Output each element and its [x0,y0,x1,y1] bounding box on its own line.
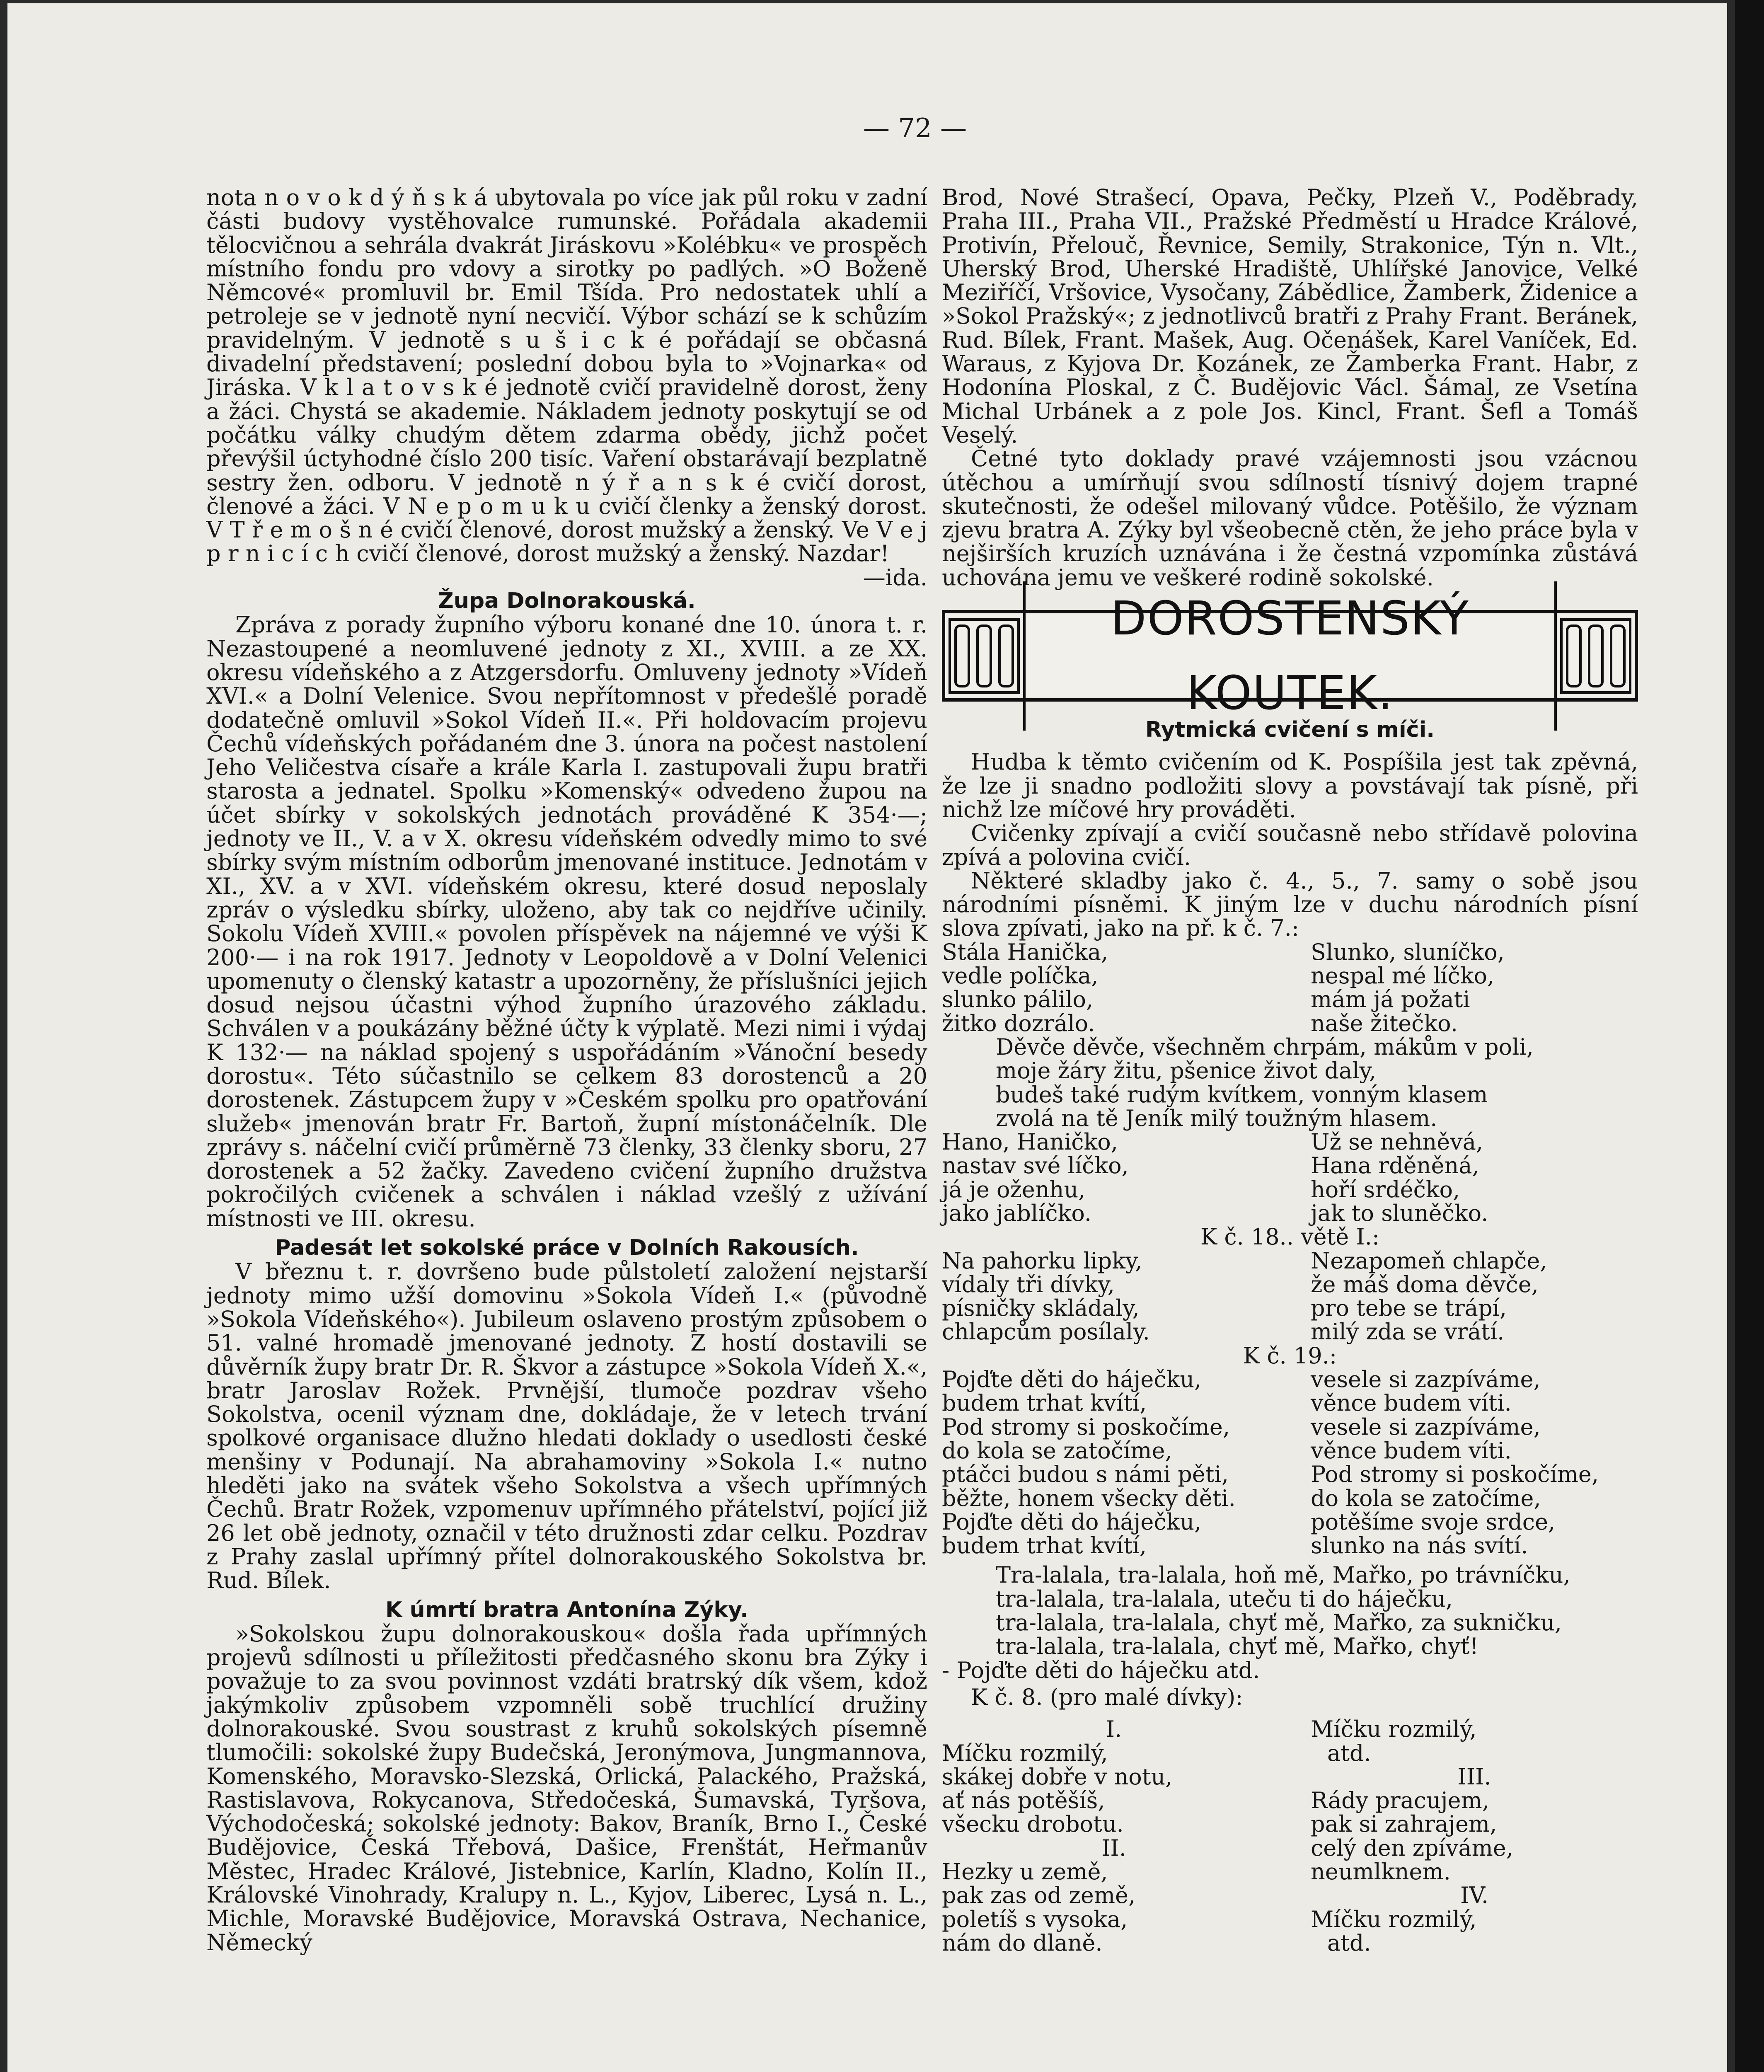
verse-k7-c [942,1130,1638,1225]
verse-k19 [942,1368,1638,1557]
stanza-number: IV. [1460,1882,1489,1909]
section-heading-umrti: K úmrtí bratra Antonína Zýky. [385,1597,748,1622]
paragraph-list-cont: Brod, Nové Strašecí, Opava, Pečky, Plzeň V., Poděbrady, Praha III., Praha VII., Pražské Předměstí u Hradce Králové, Protivín, Přelouč, Řevnice, Semily, Strakonice, Týn n. Vlt., Uherský Brod, Uherské Hradiště, Uhlířské Janovice, Velké Meziříčí, Vršovice, Vysočany, Zábědlice, Žamberk, Židenice a »Sokol Pražský«; z jednotlivců bratři z Prahy Frant. Beránek, Rud. Bílek, Frant. Mašek, Aug. Očenášek, Karel Vaníček, Ed. Waraus, z Kyjova Dr. Kozánek, ze Žamberka Frant. Habr, z Hodonína Ploskal, z Č. Budějovic Václ. Šámal, ze Vsetína Michal Urbánek a z pole Jos. Kincl, Frant. Šefl a Tomáš Veselý. [942,184,1638,448]
verse-k19-repeat: - Pojďte děti do háječku atd. [942,1657,1260,1683]
verse-line: Nezapomeň chlapče, [1311,1247,1547,1274]
scanned-page [7,3,1727,2072]
verse-line: věnce budem víti. [1311,1390,1512,1416]
verse-line: do kola se zatočíme, [942,1437,1172,1464]
verse-line: budem trhat kvítí, [942,1532,1147,1559]
paragraph-zupa-report: Zpráva z porady župního výboru konané dne 10. února t. r. Nezastoupené a neomluvené jednoty z XI., XVIII. a ze XX. okresu vídeňského a z Atzgersdorfu. Omluveny jednoty »Vídeň XVI.« a Dolní Velenice. Svou nepřítomnost v předešlé poradě dodatečně omluvil »Sokol Vídeň II.«. Při holdovacím projevu Čechů vídeňských pořádaném dne 3. února na počest nastolení Jeho Veličestva císaře a krále Karla I. zastupovali župu bratři starosta a jednatel. Spolku »Komenský« odvedeno župou na účet sbírky v sokolských jednotách prováděné K 354·—; jednoty ve II., V. a v X. okresu vídeňském odvedly mimo to své sbírky svým místním odborům jmenované instituce. Jednotám v XI., XV. a v XVI. vídeňském okresu, které dosud neposlaly zpráv o výsledku sbírky, uloženo, aby tak co nejdříve učinily. Sokolu Vídeň XVIII.« povolen příspěvek na nájemné ve výši K 200·— i na rok 1917. Jednoty v Leopoldově a v Dolní Velenici upomenuty o členský katastr a upozorněny, že příslušníci jejich dosud nejsou účastni výhod župního úrazového základu. Schválen v a poukázány běžné účty k výplatě. Mezi nimi i výdaj K 132·— na náklad spojený s uspořádáním »Vánoční besedy dorostu«. Této súčastnilo se celkem 83 dorostenců a 20 dorostenek. Zástupcem župy v »Českém spolku pro opatřování služeb« jmenován bratr Fr. Bartoň, župní místonáčelník. Dle zprávy s. náčelní cvičí průměrně 73 členky, 33 členky sboru, 27 dorostenek a 52 žačky. Zavedeno cvičení župního družstva pokročilých cvičenek a schválen i náklad vzešlý z užívání místnosti ve III. okresu. [206,612,927,1232]
verse-line: tra-lalala, tra-lalala, chyť mě, Mařko, za sukničku, [996,1610,1562,1636]
verse-line: tra-lalala, tra-lalala, chyť mě, Mařko, chyť! [996,1633,1479,1660]
verse-line: Rády pracujem, [1311,1787,1489,1814]
section-heading-padesat: Padesát let sokolské práce v Dolních Rakousích. [275,1235,859,1261]
verse-line: vídaly tři dívky, [942,1271,1115,1297]
verse-k18 [942,1249,1638,1344]
verse-k19-refrain [942,1563,1638,1658]
verse-line: Míčku rozmilý, [1311,1906,1477,1932]
verse-line: vedle políčka, [942,963,1099,989]
verse-line: ať nás potěšíš, [942,1787,1105,1814]
verse-line: pak zas od země, [942,1882,1136,1909]
verse-line: Stála Hanička, [942,939,1108,965]
song-label-k8: K č. 8. (pro malé dívky): [971,1684,1243,1710]
verse-line: nastav své líčko, [942,1152,1129,1179]
verse-line: potěšíme svoje srdce, [1311,1508,1556,1535]
verse-line: že máš doma děvče, [1311,1271,1539,1297]
verse-line: moje žáry žitu, pšenice život daly, [996,1058,1377,1084]
verse-line: do kola se zatočíme, [1311,1485,1541,1511]
verse-line: vesele si zazpíváme, [1311,1366,1541,1393]
verse-line: Na pahorku lipky, [942,1247,1142,1274]
verse-line: chlapcům posílaly. [942,1319,1150,1345]
verse-line: jak to sluněčko. [1311,1200,1488,1226]
verse-k7-b [942,1035,1638,1130]
paragraph-intro: nota n o v o k d ý ň s k á ubytovala po více jak půl roku v zadní části budovy vystěhovalce rumunské. Pořádala akademii tělocvičnou a sehrála dvakrát Jiráskovu »Kolébku« ve prospěch místního fondu pro vdovy a sirotky po padlých. »O Boženě Němcové« promluvil br. Emil Tšída. Pro nedostatek uhlí a petroleje se v jednotě nyní necvičí. Výbor schází se k schůzím pravidelným. V jednotě s u š i c k é pořádají se občasná divadelní představení; poslední dobou byla to »Vojnarka« od Jiráska. V k l a t o v s k é jednotě cvičí pravidelně dorost, ženy a žáci. Chystá se akademie. Nákladem jednoty poskytují se od počátku války chudým dětem zdarma obědy, jichž počet převýšil úctyhodné číslo 200 tisíc. Vaření obstarávají bezplatně sestry žen. odboru. V jednotě n ý ř a n s k é cvičí dorost, členové a žáci. V N e p o m u k u cvičí členky a ženský dorost. V T ř e m o š n é cvičí členové, dorost mužský a ženský. Ve V e j p r n i c í c h cvičí členové, dorost mužský a ženský. Nazdar! [206,184,927,567]
paragraph-singing: Cvičenky zpívají a cvičí současně nebo střídavě polovina zpívá a polovina cvičí. [942,820,1638,870]
verse-line: atd. [1327,1929,1371,1956]
verse-line: budem trhat kvítí, [942,1390,1147,1416]
verse-line: žitko dozrálo. [942,1010,1095,1036]
verse-line: poletíš s vysoka, [942,1906,1128,1932]
signature: —ida. [863,564,927,591]
section-heading-zupa: Župa Dolnorakouská. [438,588,696,614]
paragraph-jubilee: V březnu t. r. dovršeno bude půlstoletí založení nejstarší jednoty mimo užší domovinu »Sokola Vídeň I.« (původně »Sokola Vídeňského«). Jubileum oslaveno prostým způsobem o 51. valné hromadě jmenované jednoty. Z hostí dostavili se důvěrník župy bratr Dr. R. Škvor a zástupce »Sokola Vídeň X.«, bratr Jaroslav Rožek. Prvnější, tlumoče pozdrav všeho Sokolstva, ocenil význam dne, dokládaje, že v letech trvání spolkové organisace dlužno hledati doklady o usedlosti české menšiny v Podunají. Na abrahamoviny »Sokola I.« nutno hleděti jako na svátek všeho Sokolstva a všech upřímných Čechů. Bratr Rožek, vzpomenuv upřímného přátelství, pojící již 26 let obě jednoty, označil v této družnosti zdar celku. Pozdrav z Prahy zaslal upřímný přítel dolnorakouského Sokolstva br. Rud. Bílek. [206,1259,927,1594]
song-label-k18: K č. 18.. větě I.: [1200,1224,1380,1250]
verse-line: nespal mé líčko, [1311,963,1495,989]
paragraph-music: Hudba k těmto cvičením od K. Pospíšila jest tak zpěvná, že lze ji snadno podložiti slovy a povstávají tak písně, při nichž lze míčové hry prováděti. [942,749,1638,823]
verse-line: tra-lalala, tra-lalala, uteču ti do háječku, [996,1585,1453,1612]
banner-ornament-left [949,618,1020,694]
verse-line: jako jablíčko. [942,1200,1092,1226]
verse-line: naše žitečko. [1311,1010,1458,1036]
right-column [942,186,1638,1955]
verse-line: Slunko, sluníčko, [1311,939,1505,965]
verse-k7-a [942,940,1638,1035]
verse-line: mám já požati [1311,986,1470,1013]
verse-line: písničky skládaly, [942,1295,1140,1322]
stanza-number: II. [1101,1835,1126,1861]
stanza-number: III. [1457,1763,1491,1790]
verse-line: skákej dobře v notu, [942,1763,1173,1790]
paragraph-songs: Některé skladby jako č. 4., 5., 7. samy o sobě jsou národními písněmi. K jiným lze v duchu národních písní slova zpívati, jako na př. k č. 7.: [942,867,1638,942]
verse-line: Hana rděněná, [1311,1152,1479,1179]
verse-line: pro tebe se trápí, [1311,1295,1507,1322]
verse-line: já je oženhu, [942,1176,1086,1203]
verse-line: neumlknem. [1311,1859,1451,1885]
left-column [206,186,927,1954]
verse-line: běžte, honem všecky děti. [942,1485,1236,1511]
verse-line: milý zda se vrátí. [1311,1319,1505,1345]
song-label-k19: K č. 19.: [1243,1342,1337,1369]
verse-line: slunko pálilo, [942,986,1094,1013]
paragraph-condolences: »Sokolskou župu dolnorakouskou« došla řada upřímných projevů sdílnosti u příležitosti předčasného skonu bra Zýky i považuje to za svou povinnost vzdáti bratrský dík všem, kdož jakýmkoliv způsobem vzpomněli sobě truchlící družiny dolnorakouské. Svou soustrast z kruhů sokolských písemně tlumočili: sokolské župy Budečská, Jeronýmova, Jungmannova, Komenského, Moravsko-Slezská, Orlická, Palackého, Pražská, Rastislavova, Rokycanova, Středočeská, Šumavská, Tyršova, Východočeská; sokolské jednoty: Bakov, Braník, Brno I., České Budějovice, Česká Třebová, Dašice, Frenštát, Heřmanův Městec, Hradec Králové, Jistebnice, Karlín, Kladno, Kolín II., Královské Vinohrady, Kralupy n. L., Kyjov, Liberec, Lysá n. L., Michle, Moravské Budějovice, Moravská Ostrava, Nechanice, Německý [206,1620,927,1956]
verse-line: hoří srdéčko, [1311,1176,1460,1203]
verse-line: Míčku rozmilý, [942,1740,1108,1766]
section-banner [942,591,1638,720]
verse-line: Pojďte děti do háječku, [942,1366,1202,1393]
stanza-number: I. [1106,1716,1122,1743]
verse-line: Pojďte děti do háječku, [942,1508,1202,1535]
verse-line: vesele si zazpíváme, [1311,1414,1541,1440]
verse-line: Hezky u země, [942,1859,1108,1885]
verse-line: pak si zahrajem, [1311,1811,1497,1837]
verse-line: Děvče děvče, všechněm chrpám, mákům v poli, [996,1034,1534,1060]
verse-line: Tra-lalala, tra-lalala, hoň mě, Mařko, po trávníčku, [996,1562,1570,1588]
verse-line: budeš také rudým kvítkem, vonným klasem [996,1081,1488,1108]
banner-title: DOROSTENSKÝ KOUTEK. [1023,581,1557,731]
verse-line: Míčku rozmilý, [1311,1716,1477,1743]
scan-edge-shadow [1735,0,1764,2072]
verse-line: atd. [1327,1740,1371,1766]
verse-line: Už se nehněvá, [1311,1129,1483,1155]
verse-line: ptáčci budou s námi pěti, [942,1461,1229,1488]
verse-line: slunko na nás svítí. [1311,1532,1528,1559]
verse-line: zvolá na tě Jeník milý toužným hlasem. [996,1105,1437,1131]
section-heading-rytmicka: Rytmická cvičení s míči. [1145,717,1435,743]
verse-line: nám do dlaně. [942,1929,1103,1956]
verse-line: Hano, Haničko, [942,1129,1118,1155]
verse-line: Pod stromy si poskočíme, [1311,1461,1599,1488]
verse-line: celý den zpíváme, [1311,1835,1513,1861]
verse-k8 [942,1717,1638,1955]
verse-line: všecku drobotu. [942,1811,1124,1837]
banner-ornament-right [1560,618,1631,694]
paragraph-closing: Četné tyto doklady pravé vzájemnosti jsou vzácnou útěchou a umírňují svou sdílností tísnivý dojem trapné skutečnosti, že odešel milovaný vůdce. Potěšilo, že význam zjevu bratra A. Zýky byl všeobecně ctěn, že jeho práce byla v nejširších kruzích uznávána i že čestná vzpomínka zůstává uchována jemu ve veškeré rodině sokolské. [942,445,1638,591]
verse-line: věnce budem víti. [1311,1437,1512,1464]
page-number: — 72 — [863,113,967,144]
verse-line: Pod stromy si poskočíme, [942,1414,1230,1440]
